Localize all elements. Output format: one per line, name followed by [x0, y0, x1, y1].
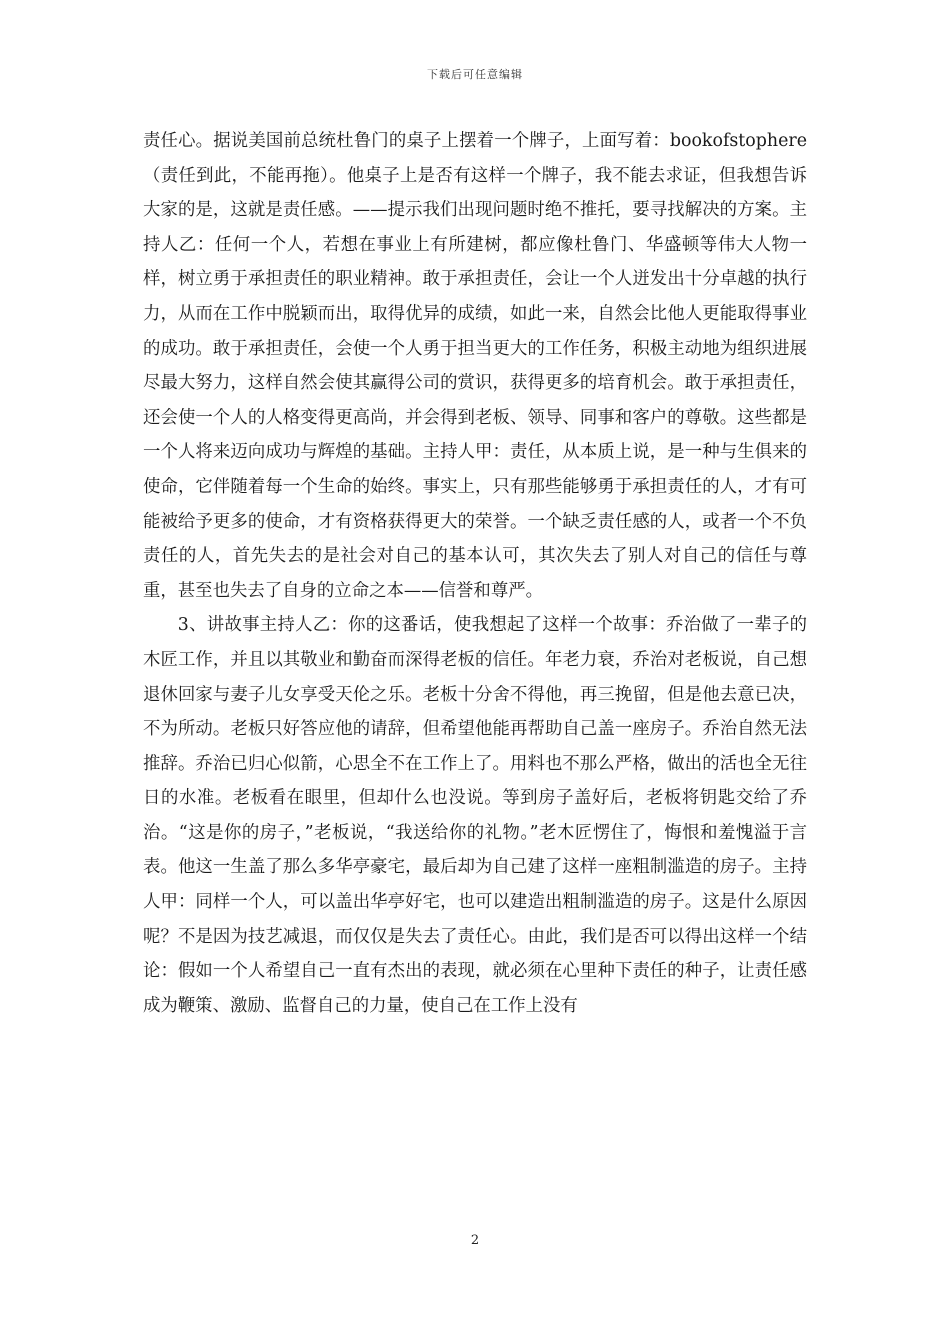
paragraph-1: 责任心。据说美国前总统杜鲁门的桌子上摆着一个牌子，上面写着：bookofstophere（责任到此，不能再拖）。他桌子上是否有这样一个牌子，我不能去求证，但我想告诉大家的是，这就是责任感。——提示我们出现问题时绝不推托，要寻找解决的方案。主持人乙：任何一个人，若想在事业上有所建树，都应像杜鲁门、华盛顿等伟大人物一样，树立勇于承担责任的职业精神。敢于承担责任，会让一个人迸发出十分卓越的执行力，从而在工作中脱颖而出，取得优异的成绩，如此一来，自然会比他人更能取得事业的成功。敢于承担责任，会使一个人勇于担当更大的工作任务，积极主动地为组织进展尽最大努力，这样自然会使其赢得公司的赏识，获得更多的培育机会。敢于承担责任，还会使一个人的人格变得更高尚，并会得到老板、领导、同事和客户的尊敬。这些都是一个人将来迈向成功与辉煌的基础。主持人甲：责任，从本质上说，是一种与生俱来的使命，它伴随着每一个生命的始终。事实上，只有那些能够勇于承担责任的人，才有可能被给予更多的使命，才有资格获得更大的荣誉。一个缺乏责任感的人，或者一个不负责任的人，首先失去的是社会对自己的基本认可，其次失去了别人对自己的信任与尊重，甚至也失去了自身的立命之本——信誉和尊严。	[143, 131, 807, 601]
page-number: 2	[470, 1233, 480, 1248]
page-header: 下载后可任意编辑	[427, 68, 523, 81]
paragraph-2: 3、讲故事主持人乙：你的这番话，使我想起了这样一个故事：乔治做了一辈子的木匠工作，并且以其敬业和勤奋而深得老板的信任。年老力衰，乔治对老板说，自己想退休回家与妻子儿女享受天伦之乐。老板十分舍不得他，再三挽留，但是他去意已决，不为所动。老板只好答应他的请辞，但希望他能再帮助自己盖一座房子。乔治自然无法推辞。乔治已归心似箭，心思全不在工作上了。用料也不那么严格，做出的活也全无往日的水准。老板看在眼里，但却什么也没说。等到房子盖好后，老板将钥匙交给了乔治。“这是你的房子，”老板说，“我送给你的礼物。”老木匠愣住了，悔恨和羞愧溢于言表。他这一生盖了那么多华亭豪宅，最后却为自己建了这样一座粗制滥造的房子。主持人甲：同样一个人，可以盖出华亭好宅，也可以建造出粗制滥造的房子。这是什么原因呢？不是因为技艺减退，而仅仅是失去了责任心。由此，我们是否可以得出这样一个结论：假如一个人希望自己一直有杰出的表现，就必须在心里种下责任的种子，让责任感成为鞭策、激励、监督自己的力量，使自己在工作上没有	[143, 615, 807, 1016]
document-body	[143, 124, 807, 1023]
